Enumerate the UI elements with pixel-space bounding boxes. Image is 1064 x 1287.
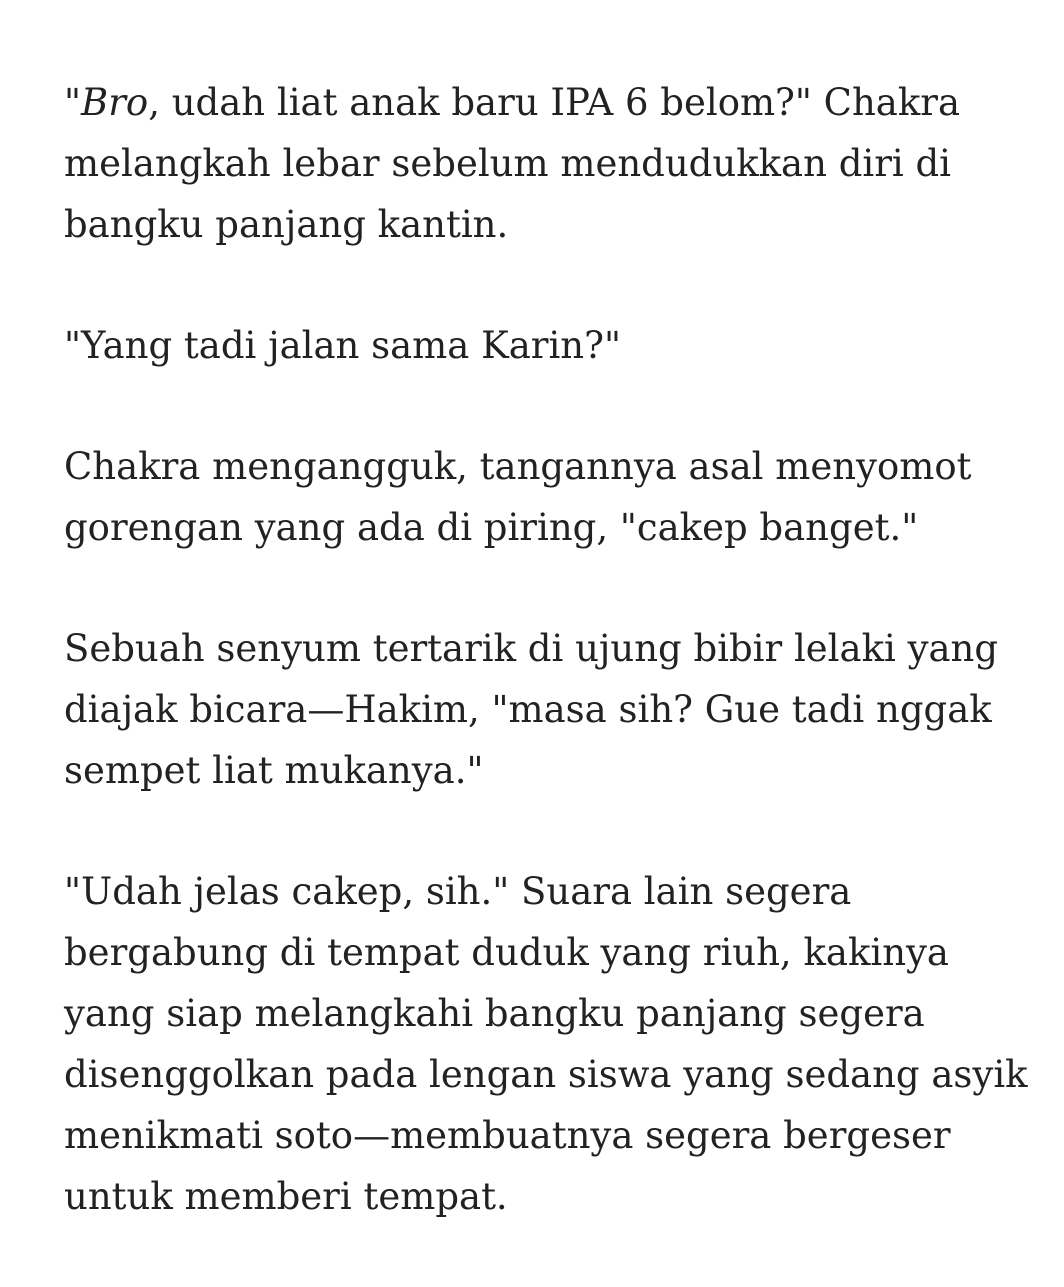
paragraph — [64, 618, 1024, 801]
text-line: Chakra mengangguk, tangannya asal menyomot — [64, 445, 972, 488]
text-line: sempet liat mukanya." — [64, 749, 484, 792]
paragraph — [64, 315, 1024, 376]
text-line: "Yang tadi jalan sama Karin?" — [64, 324, 621, 367]
paragraph — [64, 72, 1024, 255]
paragraph — [64, 436, 1024, 558]
text-line: melangkah lebar sebelum mendudukkan diri di — [64, 142, 952, 185]
quote-open: " — [64, 81, 82, 124]
text-run: , udah liat anak baru IPA 6 belom?" Chakra — [148, 81, 961, 124]
text-line: gorengan yang ada di piring, "cakep banget." — [64, 506, 919, 549]
article-body — [64, 72, 1028, 1287]
text-line: bergabung di tempat duduk yang riuh, kakinya — [64, 931, 949, 974]
paragraph — [64, 861, 1028, 1227]
text-line: diajak bicara—Hakim, "masa sih? Gue tadi nggak — [64, 688, 992, 731]
text-line: Sebuah senyum tertarik di ujung bibir lelaki yang — [64, 627, 999, 670]
text-line: bangku panjang kantin. — [64, 203, 509, 246]
text-line: disenggolkan pada lengan siswa yang sedang asyik — [64, 1053, 1028, 1096]
text-line: menikmati soto—membuatnya segera bergeser — [64, 1114, 951, 1157]
text-line: yang siap melangkahi bangku panjang segera — [64, 992, 925, 1035]
text-line: untuk memberi tempat. — [64, 1175, 508, 1218]
text-line: "Udah jelas cakep, sih." Suara lain segera — [64, 870, 852, 913]
italic-word: Bro — [81, 81, 149, 124]
text-line — [64, 72, 1024, 133]
